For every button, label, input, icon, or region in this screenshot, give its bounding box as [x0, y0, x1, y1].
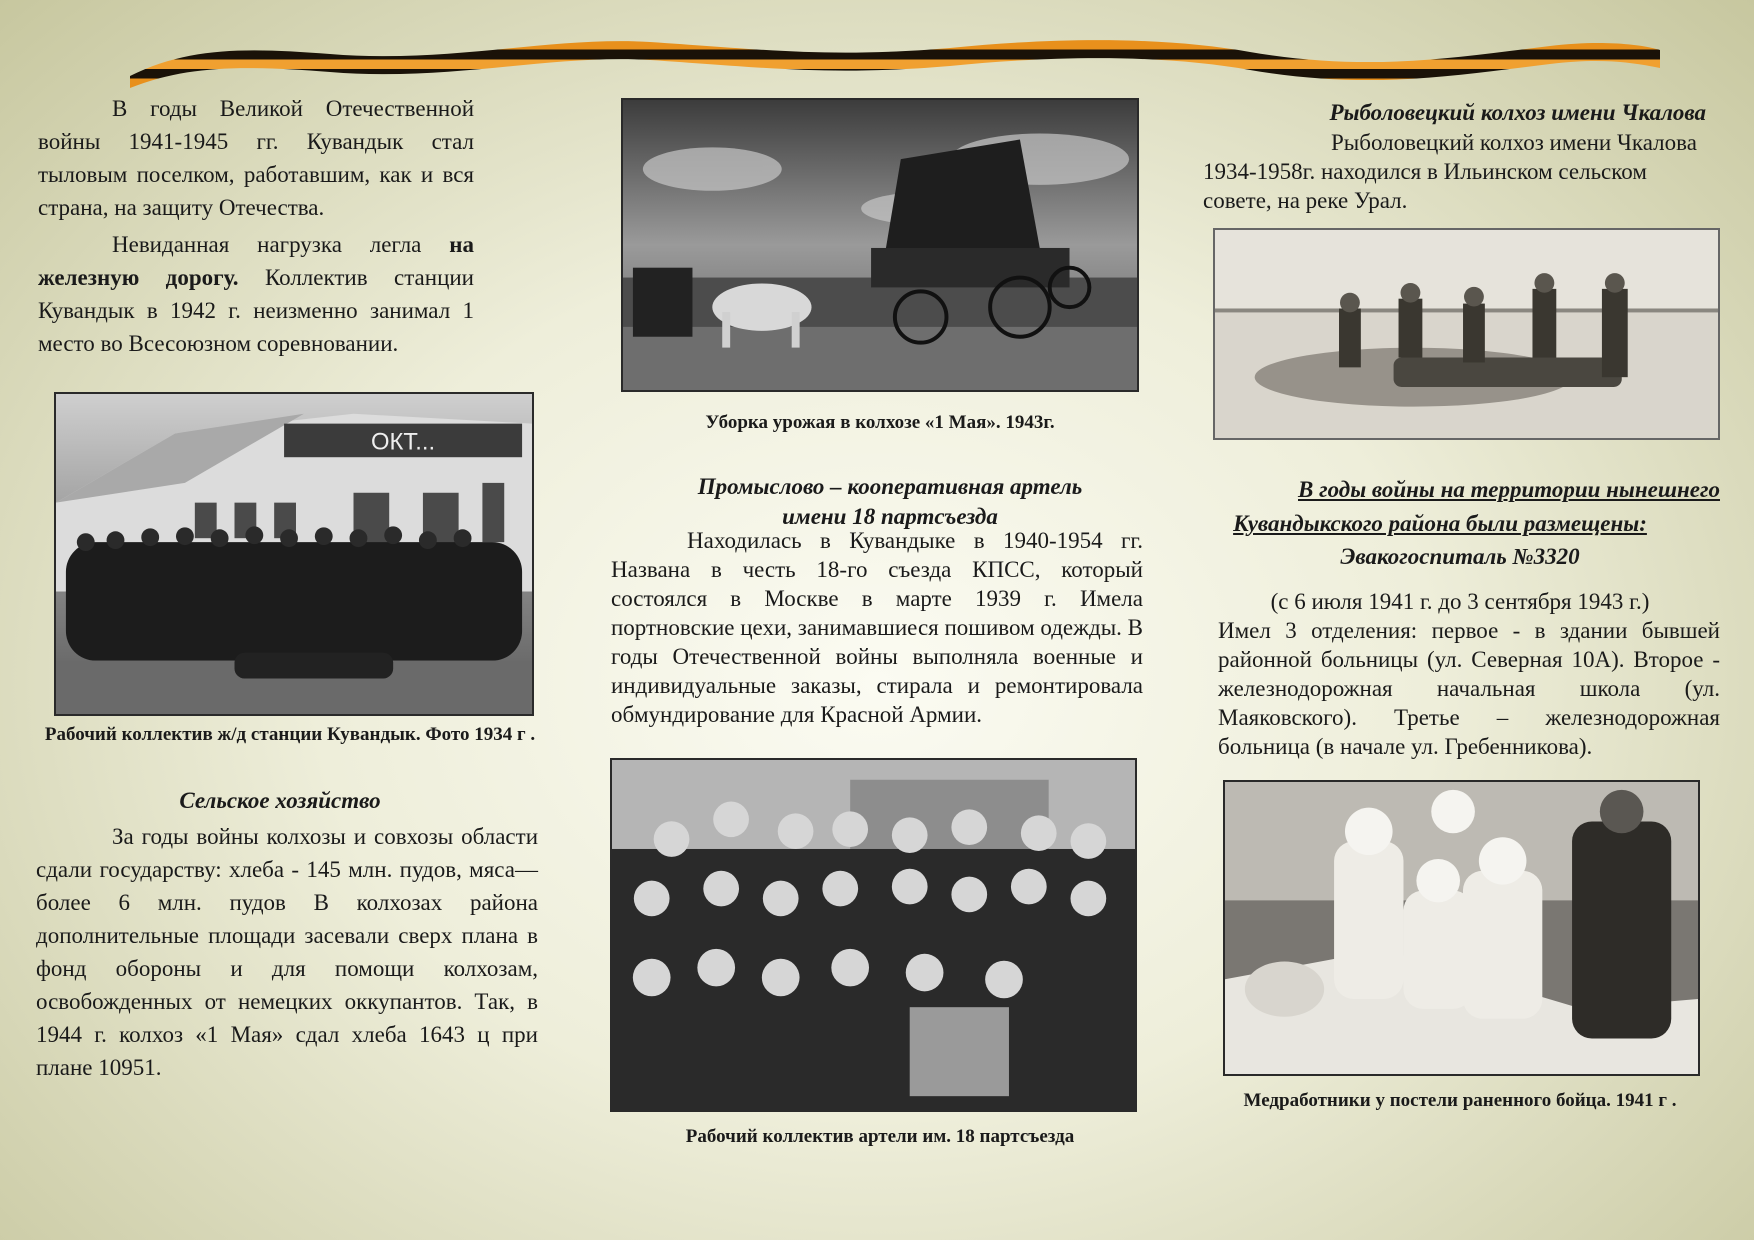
war-heading-line-1: В годы войны на территории нынешнего [1298, 477, 1720, 502]
photo-medics-caption: Медработники у постели раненного бойца. 1941 г . [1243, 1090, 1677, 1111]
photo-medics [1223, 780, 1700, 1076]
intro-paragraph-2 [38, 228, 474, 360]
intro-text [38, 92, 474, 360]
photo-harvest [621, 98, 1139, 392]
artel-heading-line-2: имени 18 партсъезда [782, 504, 998, 529]
artel-heading [640, 472, 1140, 532]
photo-station-caption: Рабочий коллектив ж/д станции Кувандык. Фото 1934 г . [44, 724, 536, 745]
photo-artel-caption: Рабочий коллектив артели им. 18 партсъезда [685, 1126, 1075, 1147]
intro-paragraph-1: В годы Великой Отечественной войны 1941-1945 гг. Кувандык стал тыловым поселком, работавшим, как и вся страна, на защиту Отечества. [38, 96, 474, 220]
station-banner-text: ОКТ... [371, 428, 436, 456]
photo-station-workers [54, 392, 534, 716]
intro-p2-end: Коллектив станции Кувандык в 1942 г. неизменно занимал 1 место во Всесоюзном соревновании. [38, 265, 474, 356]
photo-harvest-caption: Уборка урожая в колхозе «1 Мая». 1943г. [705, 412, 1055, 433]
fishing-heading: Рыболовецкий колхоз имени Чкалова [1329, 100, 1706, 125]
agriculture-text [36, 820, 538, 1084]
fishing-paragraph: Рыболовецкий колхоз имени Чкалова 1934-1958г. находился в Ильинском сельском совете, на реке Урал. [1203, 130, 1697, 213]
artel-paragraph: Находилась в Кувандыке в 1940-1954 гг. Названа в честь 18-го съезда КПСС, который состоялся в Москве в марте 1939 г. Имела портновские цехи, занимавшиеся пошивом одежды. В годы Отечественной войны выполняла военные и индивидуальные заказы, стирала и ремонтировала обмундирование для Красной Армии. [611, 528, 1144, 727]
intro-p2-start: Невиданная нагрузка легла [112, 232, 450, 257]
st-george-ribbon [130, 28, 1660, 88]
artel-heading-line-1: Промыслово – кооперативная артель [697, 474, 1083, 499]
agriculture-heading: Сельское хозяйство [179, 788, 381, 813]
photo-fishing [1213, 228, 1720, 440]
agriculture-paragraph: За годы войны колхозы и совхозы области сдали государству: хлеба - 145 млн. пудов, мяса—более 6 млн. пудов В колхозах района дополнительные площади засевали сверх плана в фонд обороны и для помощи колхозам, освобожденных от немецких оккупантов. Так, в 1944 г. колхоз «1 Мая» сдал хлеба 1643 ц при плане 10951. [36, 824, 538, 1080]
artel-text [611, 526, 1143, 729]
war-heading-line-2: Кувандыкского района были размещены: [1233, 511, 1647, 536]
hospital-paragraph: Имел 3 отделения: первое - в здании бывшей районной больницы (ул. Северная 10А). Второе - железнодорожная начальная школа (ул. Маяковского). Третье – железнодорожная больница (в начале ул. Гребенникова). [1218, 618, 1720, 759]
intro-p2-bold: на железную дорогу. [38, 232, 474, 290]
hospital-dates: (с 6 июля 1941 г. до 3 сентября 1943 г.) [1270, 589, 1650, 614]
hospital-heading: Эвакогоспиталь №3320 [1340, 544, 1580, 569]
fishing-text [1203, 128, 1705, 215]
photo-artel-workers [610, 758, 1137, 1112]
hospital-text [1218, 616, 1720, 761]
